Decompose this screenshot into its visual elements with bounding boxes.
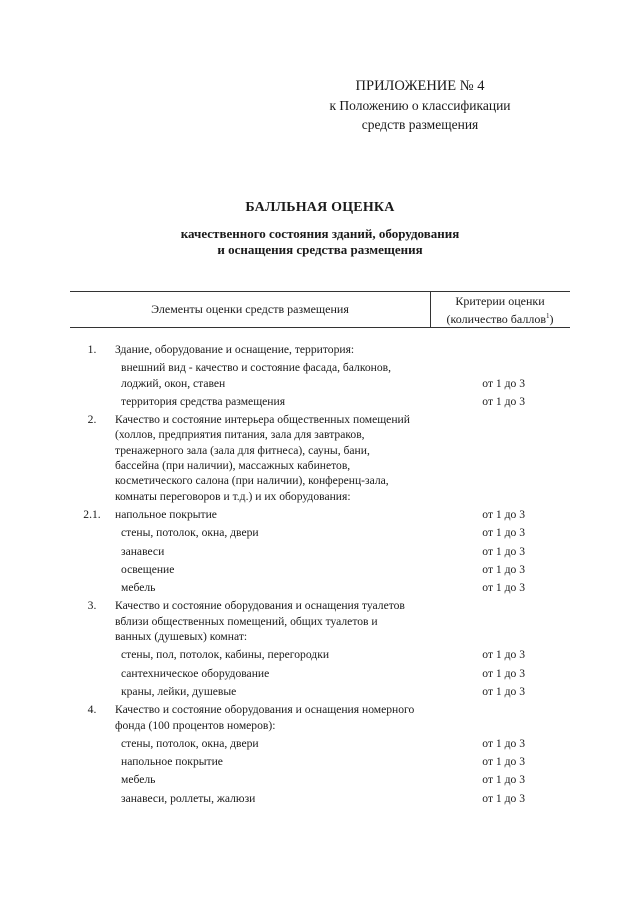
table-row [0, 507, 640, 522]
row-text: Здание, оборудование и оснащение, территория: [115, 343, 355, 356]
table-row [0, 580, 640, 595]
table-body [0, 342, 640, 809]
appendix-block [290, 77, 550, 134]
row-text: занавеси [121, 544, 165, 558]
row-score: от 1 до 3 [482, 544, 525, 558]
row-text: Качество и состояние оборудования и оснащения туалетов вблизи общественных помещений, общих туалетов и ванных (душевых) комнат: [115, 599, 405, 644]
row-number: 1. [87, 343, 97, 356]
row-number: 3. [87, 599, 97, 613]
row-score: от 1 до 3 [482, 562, 525, 576]
table-row [0, 736, 640, 751]
column-header-elements: Элементы оценки средств размещения [151, 302, 349, 316]
row-text: сантехническое оборудование [121, 666, 270, 680]
row-score: от 1 до 3 [482, 581, 525, 595]
row-text: стены, пол, потолок, кабины, перегородки [121, 648, 330, 662]
table-row [0, 394, 640, 409]
document-title: БАЛЛЬНАЯ ОЦЕНКА [245, 200, 395, 215]
appendix-line-3: средств размещения [361, 117, 479, 132]
table-row [0, 598, 640, 644]
row-score: от 1 до 3 [482, 736, 525, 750]
column-header-criteria-line-2 [430, 309, 570, 327]
table-row [0, 525, 640, 540]
table-row [0, 412, 640, 504]
table-row [0, 562, 640, 577]
row-text: стены, потолок, окна, двери [121, 736, 259, 750]
row-score: от 1 до 3 [482, 755, 525, 769]
row-text: занавеси, роллеты, жалюзи [121, 791, 256, 805]
table-row [0, 647, 640, 662]
row-score: от 1 до 3 [482, 394, 525, 408]
row-text: Качество и состояние оборудования и оснащения номерного фонда (100 процентов номеров): [115, 703, 415, 732]
table-row [0, 360, 640, 391]
row-text: краны, лейки, душевые [121, 684, 237, 698]
row-score: от 1 до 3 [482, 791, 525, 805]
column-header-criteria-line-1: Критерии оценки [455, 294, 545, 308]
row-text: напольное покрытие [115, 507, 217, 521]
row-score: от 1 до 3 [482, 507, 525, 521]
table-row [0, 702, 640, 733]
table-row [0, 791, 640, 806]
column-header-criteria [430, 294, 570, 327]
table-row [0, 754, 640, 769]
row-number: 2.1. [83, 507, 101, 521]
document-subtitle-line-1: качественного состояния зданий, оборудования [180, 226, 460, 241]
row-text: напольное покрытие [121, 755, 223, 769]
footnote-marker: 1 [545, 312, 550, 320]
row-text: внешний вид - качество и состояние фасада, балконов, лоджий, окон, ставен [121, 361, 392, 390]
column-header-criteria-text: (количество баллов [446, 312, 546, 326]
row-text: Качество и состояние интерьера общественных помещений (холлов, предприятия питания, зала для завтраков, тренажерного зала (зала для фитнеса), сауны, бани, бассейна (при наличии), массажных кабинетов, косметического салона (при наличии), конференц-зала, комнаты переговоров и т.д.) и их оборудования: [115, 413, 410, 503]
row-number: 2. [87, 413, 97, 427]
table-top-rule [70, 291, 570, 292]
table-row [0, 342, 640, 357]
row-score: от 1 до 3 [482, 684, 525, 698]
row-text: освещение [121, 562, 175, 576]
row-score: от 1 до 3 [482, 666, 525, 680]
row-score: от 1 до 3 [482, 648, 525, 662]
table-row [0, 684, 640, 699]
table-row [0, 544, 640, 559]
row-text: мебель [121, 773, 156, 787]
table-row [0, 772, 640, 787]
row-score: от 1 до 3 [482, 376, 525, 390]
document-subtitle [0, 226, 640, 258]
row-score: от 1 до 3 [482, 773, 525, 787]
appendix-line-2: к Положению о классификации [329, 98, 511, 113]
row-text: территория средства размещения [121, 394, 286, 408]
document-subtitle-line-2: и оснащения средства размещения [217, 242, 423, 257]
row-number: 4. [87, 703, 97, 717]
row-text: мебель [121, 581, 156, 595]
table-header-bottom-rule [70, 327, 570, 328]
row-score: от 1 до 3 [482, 526, 525, 540]
appendix-title: ПРИЛОЖЕНИЕ № 4 [355, 78, 485, 94]
row-text: стены, потолок, окна, двери [121, 526, 259, 540]
column-header-criteria-close: ) [549, 312, 554, 326]
table-row [0, 666, 640, 681]
